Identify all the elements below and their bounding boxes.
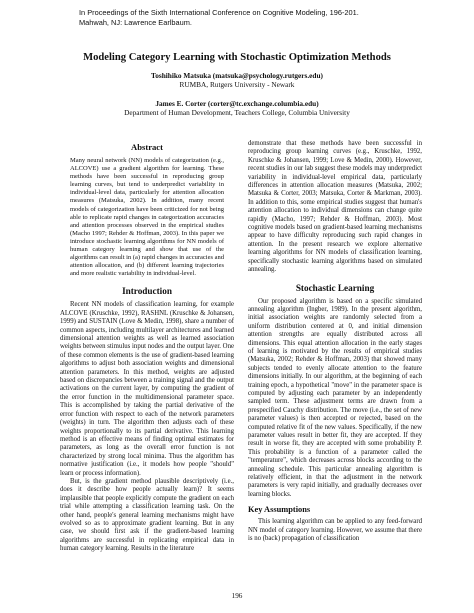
intro-paragraph-2: But, is the gradient method plausible descriptively (i.e., does it describe how people actually learn)? It seems implausible that people explicitly compute the gradient on each trial while attempting a classification learning task. On the other hand, people's general learning mechanisms might have evolved so as to approximate gradient learning. But in any case, we should first ask if the gradient-based learning algorithms are successful in replicating empirical data in human category learning. Results in the literature [60,477,234,553]
paper-title: Modeling Category Learning with Stochastic Optimization Methods [83,52,391,63]
right-column [248,140,422,543]
stochastic-paragraph: Our proposed algorithm is based on a specific simulated annealing algorithm (Ingber, 1989). In the present algorithm, initial association weights are randomly selected from a uniform distribution centered at 0, and initial dimension attention strengths are equally distributed across all dimensions. This equal attention allocation in the early stages of learning is motivated by the results of empirical studies (Matsuka, 2002; Rehder & Hoffman, 2003) that showed many subjects tended to evenly allocate attention to the feature dimensions initially. In our algorithm, at the beginning of each training epoch, a hypothetical "move" in the parameter space is computed by adjusting each parameter by an independently sampled term. These adjustment terms are drawn from a prespecified Cauchy distribution. The move (i.e., the set of new parameter values) is then accepted or rejected, based on the computed relative fit of the new values. Specifically, if the new parameter values result in better fit, they are accepted. If they result in worse fit, they are accepted with some probability P. This probability is a function of a parameter called the "temperature", which decreases across blocks according to the annealing schedule. This particular annealing algorithm is relatively efficient, in that the adjustment in the network parameters is very rapid initially, and gradually decreases over learning blocks. [248,297,422,498]
key-assumptions-heading: Key Assumptions [248,505,311,515]
intro-continuation: demonstrate that these methods have been successful in reproducing group learning curves (e.g., Kruschke, 1992, Kruschke & Johansen, 1999; Love & Medin, 2000). However, recent studies in our lab suggest these models may underpredict variability in individual-level empirical data, particularly differences in attention allocation measures (Matsuka, 2002; Matsuka & Corter, 2003; Matsuka, Corter & Markman, 2003). In addition to this, some empirical studies suggest that human's attention allocation to individual dimensions can change quite rapidly (Macho, 1997; Rehder & Hoffman, 2003). Most cognitive models based on gradient-based learning mechanisms appear to have difficulty reproducing such rapid changes in attention. In the present research we explore alternative learning algorithms for NN models of classification learning, specifically stochastic learning algorithms based on simulated annealing. [248,140,422,274]
author-name: Toshihiko Matsuka (matsuka@psychology.rutgers.edu) [151,71,323,80]
author-name: James E. Corter (corter@tc.exchange.columbia.edu) [155,99,319,108]
page-number: 196 [231,592,243,600]
left-column [60,140,234,554]
author-block-2 [0,99,474,118]
introduction-heading: Introduction [122,286,172,297]
proceedings-line: In Proceedings of the Sixth International Conference on Cognitive Modeling, 196-201. [79,8,359,17]
intro-paragraph-1: Recent NN models of classification learning, for example ALCOVE (Kruschke, 1992), RASHNL (Kruschke & Johansen, 1999) and SUSTAIN (Love & Medin, 1998), share a number of common aspects, including multilayer architectures and learned dimensional attention weights as well as learned association weights between stimulus input nodes and the output layer. One of these common elements is the use of gradient-based learning algorithms to adjust both association weights and dimensional attention parameters. In this method, weights are adjusted based on discrepancies between a training signal and the output activations on the current layer, by computing the gradient of the error function in the multidimensional parameter space. This is accomplished by taking the partial derivative of the error function with respect to each of the network parameters (weights) in turn. The algorithm then adjusts each of these weights proportionally to its partial derivative. This learning method is an effective means of finding optimal estimates for parameters, as long as the overall error function is not characterized by strong local minima. Thus the algorithm has normative justification (i.e., it models how people "should" learn or process information). [60,301,234,477]
author-affiliation: Department of Human Development, Teachers College, Columbia University [124,108,350,118]
author-block-1 [0,71,474,90]
stochastic-learning-heading: Stochastic Learning [295,282,375,293]
abstract-text: Many neural network (NN) models of categorization (e.g., ALCOVE) use a gradient algorithm for learning. These methods have been successful in reproducing group learning curves, but tend to underpredict variability in individual-level data, particularly for attention allocation measures (Matsuka, 2002). In addition, many recent models of categorization have been criticized for not being able to replicate rapid changes in categorization accuracies and attention processes observed in the empirical studies (Macho 1997; Rehder & Hoffman, 2003). In this paper we introduce stochastic learning algorithms for NN models of human category learning and show that use of the algorithms can result in (a) rapid changes in accuracies and attention allocation, and (b) different learning trajectories and more realistic variability in individual-level. [70,157,224,278]
proceedings-header [79,8,399,27]
abstract-heading: Abstract [131,142,163,152]
key-assumptions-paragraph: This learning algorithm can be applied to any feed-forward NN model of category learning. However, we assume that there is no (back) propagation of classification [248,518,422,543]
publisher-line: Mahwah, NJ: Lawrence Earlbaum. [79,17,192,27]
author-affiliation: RUMBA, Rutgers University - Newark [179,80,295,90]
